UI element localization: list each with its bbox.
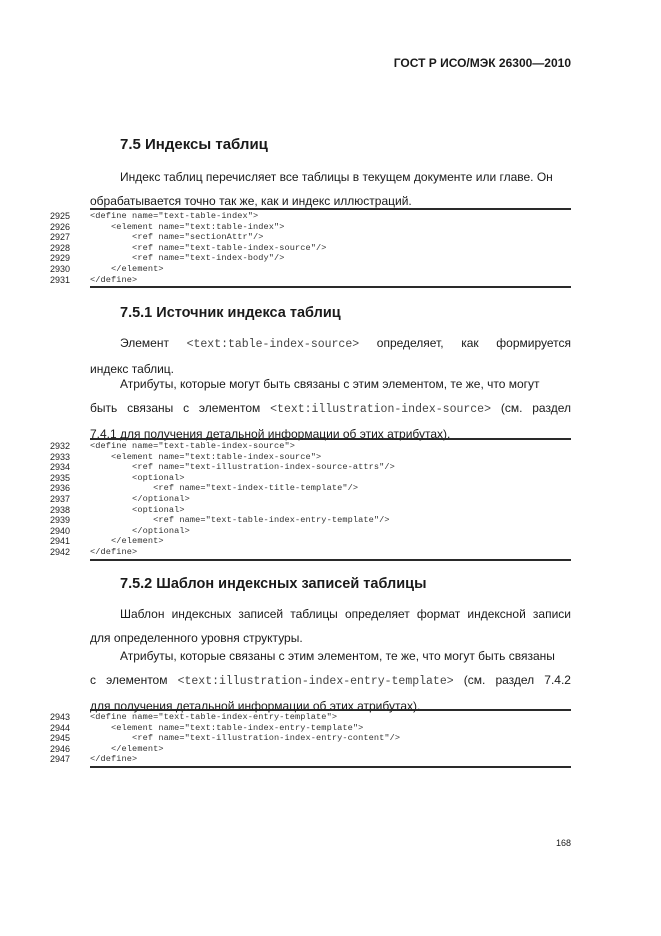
code-lines bbox=[50, 712, 571, 765]
code-text: <optional> bbox=[90, 472, 185, 483]
paragraph-line bbox=[90, 331, 571, 357]
code-line bbox=[50, 744, 571, 755]
line-number: 2933 bbox=[50, 451, 71, 462]
code-line bbox=[50, 473, 571, 484]
line-number: 2937 bbox=[50, 493, 71, 504]
line-number: 2934 bbox=[50, 462, 71, 473]
code-text: </element> bbox=[90, 263, 164, 274]
code-line bbox=[50, 723, 571, 734]
text-run: быть связаны с элементом bbox=[90, 401, 261, 415]
paragraph-line bbox=[90, 668, 571, 694]
code-reference: <text:table-index-source> bbox=[186, 338, 360, 351]
code-text: <define name="text-table-index-source"> bbox=[90, 441, 296, 451]
code-rule-top bbox=[90, 709, 571, 711]
code-line bbox=[50, 526, 571, 537]
code-line bbox=[50, 515, 571, 526]
line-number: 2927 bbox=[50, 232, 71, 243]
line-number: 2926 bbox=[50, 221, 71, 232]
line-number: 2942 bbox=[50, 546, 71, 557]
running-header: ГОСТ Р ИСО/МЭК 26300—2010 bbox=[393, 56, 571, 70]
paragraph-line: индекс таблиц. bbox=[90, 362, 175, 376]
line-number: 2932 bbox=[50, 441, 71, 451]
code-line bbox=[50, 222, 571, 233]
line-number: 2943 bbox=[50, 712, 71, 722]
line-number: 2939 bbox=[50, 515, 71, 526]
code-lines bbox=[50, 211, 571, 285]
code-text: </optional> bbox=[90, 493, 190, 504]
paragraph-line: 7.4.1 для получения детальной информации об этих атрибутах). bbox=[90, 427, 451, 441]
paragraph-7-5-1-b bbox=[90, 372, 571, 446]
code-rule-top bbox=[90, 438, 571, 440]
code-line bbox=[50, 536, 571, 547]
code-text: </optional> bbox=[90, 525, 190, 536]
line-number: 2947 bbox=[50, 754, 71, 765]
code-line bbox=[50, 483, 571, 494]
paragraph-line: для получения детальной информации об этих атрибутах). bbox=[90, 699, 421, 713]
line-number: 2941 bbox=[50, 536, 71, 547]
line-number: 2936 bbox=[50, 483, 71, 494]
code-text: <define name="text-table-index"> bbox=[90, 211, 259, 221]
line-number: 2938 bbox=[50, 504, 71, 515]
paragraph-7-5-2-a bbox=[90, 602, 571, 650]
text-run: Элемент bbox=[120, 336, 169, 350]
code-text: <element name="text:table-index-source"> bbox=[90, 451, 322, 462]
paragraph-line: Шаблон индексных записей таблицы определяет формат индексной записи bbox=[120, 607, 571, 621]
code-line bbox=[50, 253, 571, 264]
code-line bbox=[50, 441, 571, 452]
line-number: 2928 bbox=[50, 242, 71, 253]
line-number: 2930 bbox=[50, 263, 71, 274]
section-heading-7-5: 7.5 Индексы таблиц bbox=[120, 136, 268, 153]
code-line bbox=[50, 505, 571, 516]
paragraph-7-5-2-b bbox=[90, 644, 571, 718]
code-rule-bottom bbox=[90, 286, 571, 288]
code-line bbox=[50, 547, 571, 558]
code-block-7-5-1 bbox=[50, 438, 571, 561]
code-text: <ref name="text-table-index-entry-template"/> bbox=[90, 515, 390, 526]
code-line bbox=[50, 462, 571, 473]
line-number: 2940 bbox=[50, 525, 71, 536]
code-text: <ref name="text-illustration-index-source-attrs"/> bbox=[90, 462, 395, 473]
code-line bbox=[50, 452, 571, 463]
code-text: <ref name="text-table-index-source"/> bbox=[90, 242, 327, 253]
code-text: <optional> bbox=[90, 504, 185, 515]
code-block-7-5-2 bbox=[50, 709, 571, 768]
text-run: определяет, как формируется bbox=[376, 336, 571, 350]
text-run: с элементом bbox=[90, 673, 168, 687]
code-text: <element name="text:table-index"> bbox=[90, 221, 285, 232]
code-text: <ref name="text-index-body"/> bbox=[90, 253, 285, 264]
line-number: 2946 bbox=[50, 743, 71, 754]
section-heading-7-5-1: 7.5.1 Источник индекса таблиц bbox=[120, 305, 341, 321]
code-text: <element name="text:table-index-entry-template"> bbox=[90, 722, 364, 733]
paragraph-7-5 bbox=[90, 165, 571, 213]
code-line bbox=[50, 494, 571, 505]
paragraph-line bbox=[90, 396, 571, 422]
line-number: 2944 bbox=[50, 722, 71, 733]
code-line bbox=[50, 264, 571, 275]
code-rule-top bbox=[90, 208, 571, 210]
code-text: </define> bbox=[90, 274, 138, 285]
code-line bbox=[50, 232, 571, 243]
paragraph-line: для определенного уровня структуры. bbox=[90, 631, 303, 645]
code-rule-bottom bbox=[90, 559, 571, 561]
paragraph-line: Атрибуты, которые могут быть связаны с этим элементом, те же, что могут bbox=[120, 377, 540, 391]
text-run: (см. раздел bbox=[500, 401, 571, 415]
line-number: 2925 bbox=[50, 211, 71, 221]
code-line bbox=[50, 243, 571, 254]
code-line bbox=[50, 754, 571, 765]
code-text: </element> bbox=[90, 536, 164, 547]
page-number: 168 bbox=[555, 838, 571, 848]
code-line bbox=[50, 733, 571, 744]
code-text: </define> bbox=[90, 754, 138, 765]
code-line bbox=[50, 712, 571, 723]
line-number: 2935 bbox=[50, 472, 71, 483]
section-heading-7-5-2: 7.5.2 Шаблон индексных записей таблицы bbox=[120, 576, 427, 592]
paragraph-line: обрабатывается точно так же, как и индекс иллюстраций. bbox=[90, 194, 412, 208]
paragraph-line: Атрибуты, которые связаны с этим элементом, те же, что могут быть связаны bbox=[120, 649, 555, 663]
code-reference: <text:illustration-index-entry-template> bbox=[177, 675, 454, 688]
code-text: </element> bbox=[90, 743, 164, 754]
line-number: 2929 bbox=[50, 253, 71, 264]
code-text: <define name="text-table-index-entry-template"> bbox=[90, 712, 338, 722]
code-text: <ref name="sectionAttr"/> bbox=[90, 232, 264, 243]
code-text: </define> bbox=[90, 546, 138, 557]
line-number: 2945 bbox=[50, 733, 71, 744]
code-text: <ref name="text-illustration-index-entry-content"/> bbox=[90, 733, 401, 744]
text-run: (см. раздел 7.4.2 bbox=[463, 673, 571, 687]
code-rule-bottom bbox=[90, 766, 571, 768]
code-block-7-5 bbox=[50, 208, 571, 288]
paragraph-line: Индекс таблиц перечисляет все таблицы в текущем документе или главе. Он bbox=[120, 170, 553, 184]
line-number: 2931 bbox=[50, 274, 71, 285]
code-line bbox=[50, 275, 571, 286]
code-line bbox=[50, 211, 571, 222]
code-reference: <text:illustration-index-source> bbox=[270, 403, 491, 416]
code-text: <ref name="text-index-title-template"/> bbox=[90, 483, 359, 494]
code-lines bbox=[50, 441, 571, 558]
